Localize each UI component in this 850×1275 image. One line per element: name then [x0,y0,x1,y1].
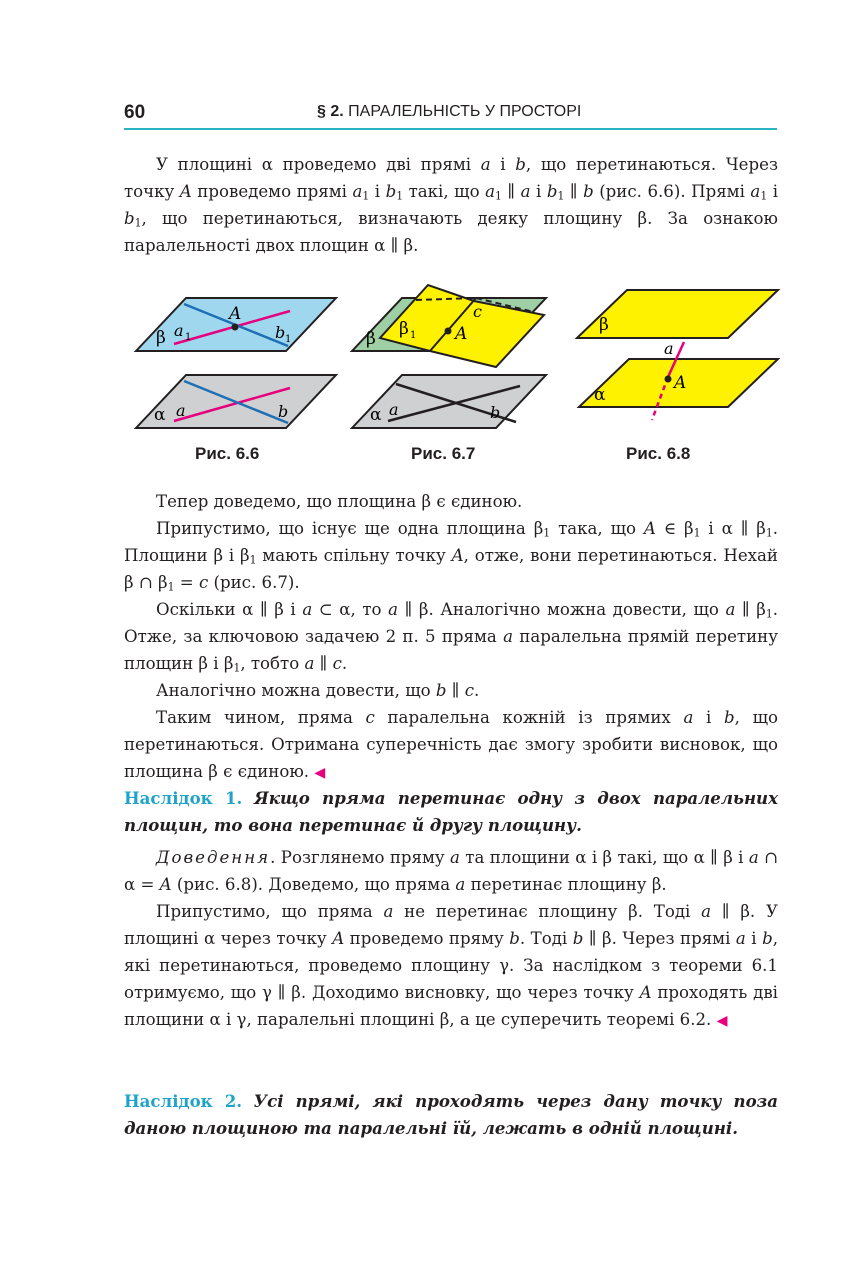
corollary-1 [124,785,778,839]
header-rule [124,128,777,130]
proof-word: Доведення [156,848,271,867]
corollary-2 [124,1088,778,1142]
label-A: A [229,304,242,324]
label-alpha: α [154,405,166,425]
label-a: a [389,400,399,419]
caption-fig-6-7: Рис. 6.7 [411,444,476,463]
label-a1: a [174,321,184,340]
caption-fig-6-8: Рис. 6.8 [626,444,691,463]
figure-6-8 [577,290,778,420]
figures-svg [124,282,784,442]
paragraph-2: Тепер доведемо, що площина β є єдиною. [156,492,523,511]
corollary-2-statement: Усі прямі, які проходять через дану точку поза даною площиною та паралельні їй, лежать в одній площині. [124,1091,779,1138]
label-A: A [674,373,687,393]
point-A [665,376,672,383]
page-header [124,98,777,130]
label-a1-sub: 1 [185,332,192,343]
label-beta1: β [399,319,409,339]
corollary-2-text [124,1088,778,1142]
section-name: ПАРАЛЕЛЬНІСТЬ У ПРОСТОРІ [348,103,582,120]
proof-block [124,488,778,787]
paragraph-5: Аналогічно можна довести, що b ∥ c. [156,681,480,700]
label-c: c [473,302,482,321]
paragraph-8: Припустимо, що пряма a не перетинає площину β. Тоді a ∥ β. У площині α через точку A проведемо пряму b. Тоді b ∥ β. Через прямі a і b, які перетинаються, проведемо площину γ. За наслідком з теореми 6.1 отримуємо, що γ ∥ β. Доходимо висновку, що через точку A проходять дві площини α і γ, паралельні площині β, а це суперечить теоремі 6.2. ◀ [124,902,778,1029]
section-number: § 2. [317,103,344,120]
label-b: b [490,403,501,422]
figure-6-7 [352,285,546,428]
corollary-2-title: Наслідок 2. [124,1091,243,1111]
end-of-proof-icon: ◀ [314,765,326,781]
label-beta: β [599,315,609,335]
section-title [317,103,581,121]
label-beta1-sub: 1 [410,330,417,341]
paragraph-1: У площині α проведемо дві прямі a і b, що перетинаються. Через точку A проведемо прямі $a_1$ і $b_1$ такі, що $a_1$ ∥ a і $b_1$ ∥ b (рис. 6.6). Прямі $a_1$ і $b_1$, що перетинаються, визначають деяку площину β. За ознакою паралельності двох площин α ∥ β. [124,155,778,255]
label-beta: β [366,329,376,349]
paragraph-4: Оскільки α ∥ β і a ⊂ α, то a ∥ β. Аналогічно можна довести, що a ∥ $\beta_1$. Отже, за ключовою задачею 2 п. 5 пряма a паралельна прямій перетину площин β і $\beta_1$, тобто a ∥ c. [124,600,778,675]
paragraph-3: Припустимо, що існує ще одна площина $\beta_1$ така, що A ∈ $\beta_1$ і α ∥ $\beta_1$. Площини β і $\beta_1$ мають спільну точку A, отже, вони перетинаються. Нехай β ∩ $\beta_1 = c$ (рис. 6.7). [124,519,779,594]
paragraph-6: Таким чином, пряма c паралельна кожній із прямих a і b, що перетинаються. Отримана суперечність дає змогу зробити висновок, що площина β є єдиною. ◀ [124,708,778,781]
page-number: 60 [124,102,146,123]
label-A: A [455,324,468,344]
label-b: b [278,402,289,421]
figure-6-6 [136,298,336,428]
intro-paragraph-block [124,151,778,259]
corollary-1-title: Наслідок 1. [124,788,243,808]
label-alpha: α [370,405,382,425]
end-of-proof-icon: ◀ [716,1013,728,1029]
paragraph-7: Доведення. Розглянемо пряму a та площини α і β такі, що α ∥ β і a ∩ α = A (рис. 6.8). Доведемо, що пряма a перетинає площину β. [124,848,778,894]
label-alpha: α [594,385,606,405]
corollary-1-proof [124,844,778,1035]
point-A [232,324,239,331]
label-beta: β [156,328,166,348]
label-b1-sub: 1 [285,334,292,345]
corollary-1-text [124,785,778,839]
point-A [445,328,452,335]
label-a: a [176,401,186,420]
corollary-1-statement: Якщо пряма перетинає одну з двох паралельних площин, то вона перетинає й другу площину. [124,788,779,835]
figures-row [124,282,784,482]
caption-fig-6-6: Рис. 6.6 [195,444,260,463]
label-b1: b [275,323,286,342]
label-a: a [664,339,674,358]
